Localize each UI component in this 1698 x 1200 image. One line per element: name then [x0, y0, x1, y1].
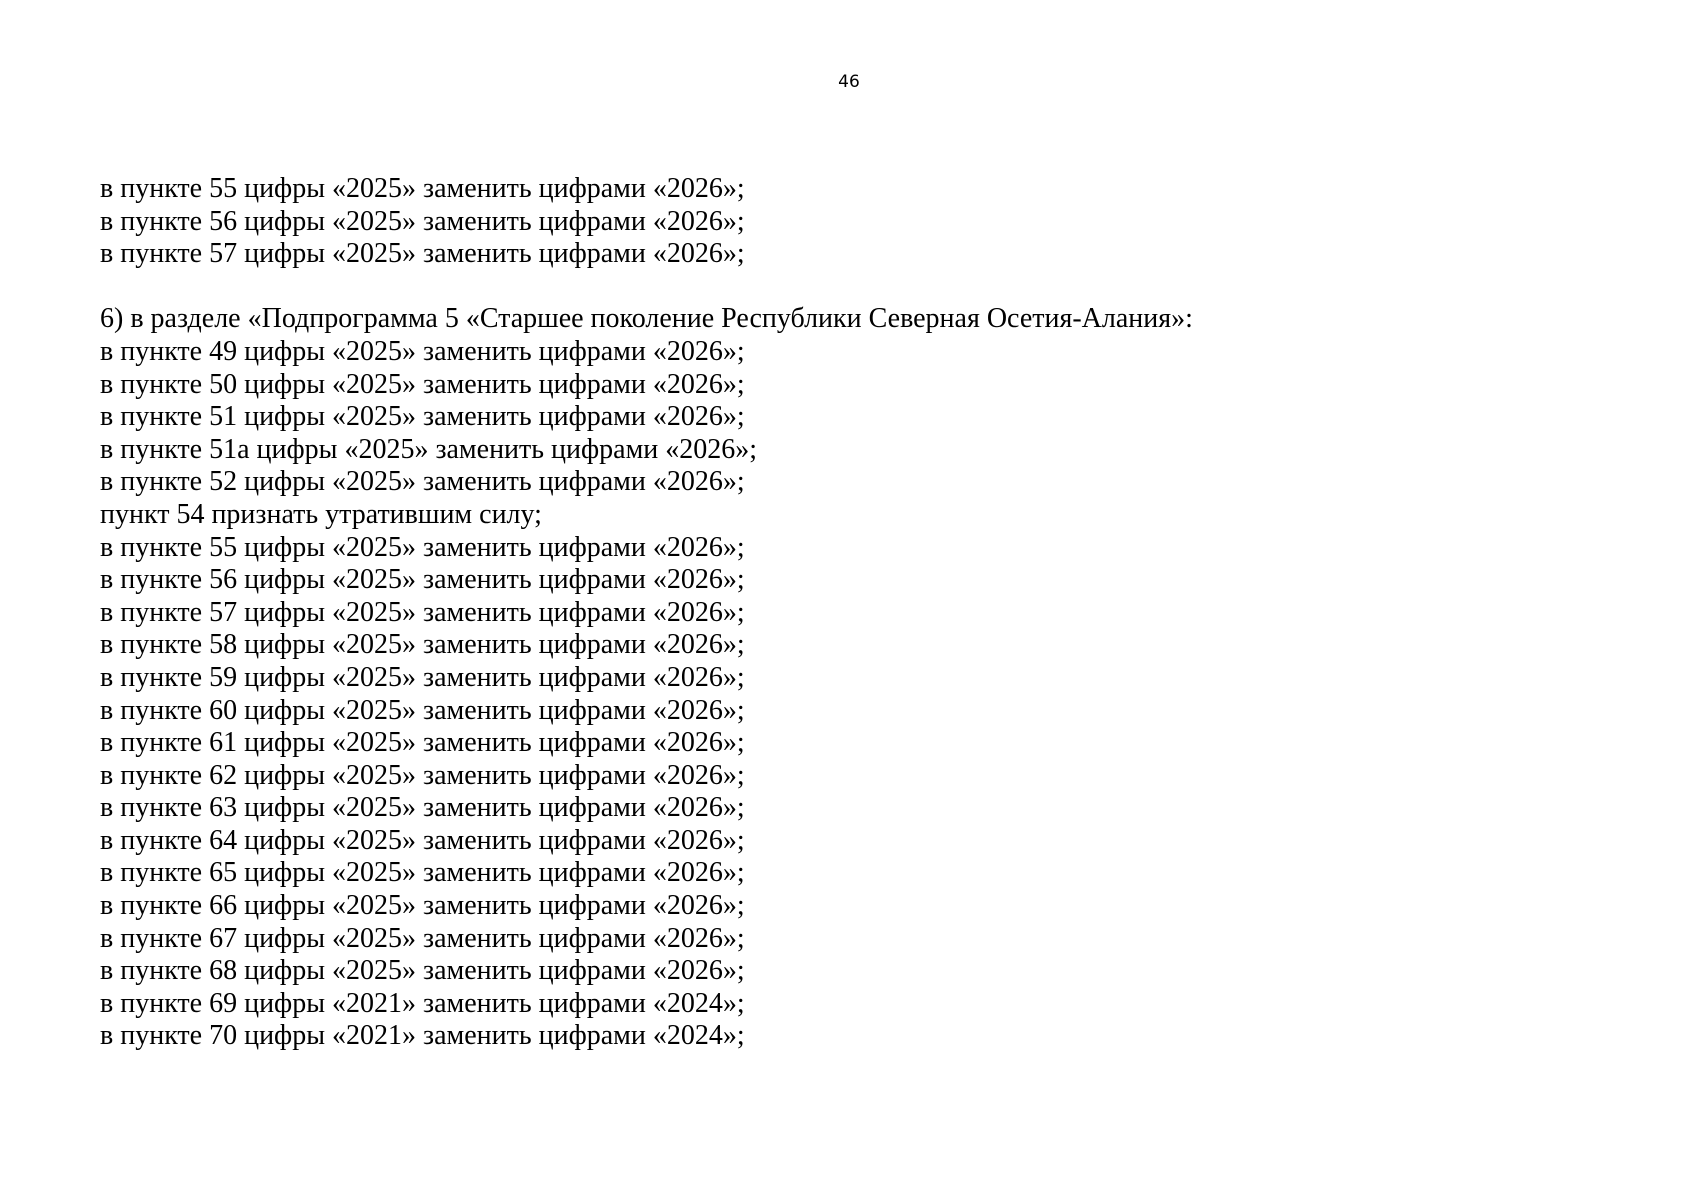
- amendment-line: в пункте 58 цифры «2025» заменить цифрами «2026»;: [100, 629, 745, 661]
- amendment-line: в пункте 70 цифры «2021» заменить цифрами «2024»;: [100, 1020, 745, 1052]
- amendment-line: в пункте 56 цифры «2025» заменить цифрами «2026»;: [100, 564, 745, 596]
- document-body: [100, 173, 1600, 1053]
- amendment-line: в пункте 64 цифры «2025» заменить цифрами «2026»;: [100, 824, 745, 856]
- amendment-line: в пункте 55 цифры «2025» заменить цифрами «2026»;: [100, 173, 745, 204]
- amendment-line: в пункте 66 цифры «2025» заменить цифрами «2026»;: [100, 890, 745, 922]
- page-number: 46: [838, 72, 860, 92]
- amendment-line: в пункте 68 цифры «2025» заменить цифрами «2026»;: [100, 955, 745, 987]
- section-heading: 6) в разделе «Подпрограмма 5 «Старшее поколение Республики Северная Осетия-Алания»:: [100, 303, 1193, 335]
- amendment-line: в пункте 57 цифры «2025» заменить цифрами «2026»;: [100, 596, 745, 628]
- amendment-line: в пункте 49 цифры «2025» заменить цифрами «2026»;: [100, 335, 745, 367]
- amendment-block-previous-section: [100, 173, 1600, 271]
- amendment-line: в пункте 65 цифры «2025» заменить цифрами «2026»;: [100, 857, 745, 889]
- amendment-line: в пункте 67 цифры «2025» заменить цифрами «2026»;: [100, 922, 745, 954]
- amendment-line: в пункте 57 цифры «2025» заменить цифрами «2026»;: [100, 238, 745, 270]
- amendment-line: в пункте 51а цифры «2025» заменить цифрами «2026»;: [100, 433, 758, 465]
- amendment-line: в пункте 56 цифры «2025» заменить цифрами «2026»;: [100, 205, 745, 237]
- amendment-line: в пункте 52 цифры «2025» заменить цифрами «2026»;: [100, 466, 745, 498]
- amendment-line: в пункте 69 цифры «2021» заменить цифрами «2024»;: [100, 987, 745, 1019]
- amendment-line: в пункте 50 цифры «2025» заменить цифрами «2026»;: [100, 368, 745, 400]
- amendment-line: в пункте 61 цифры «2025» заменить цифрами «2026»;: [100, 727, 745, 759]
- paragraph-gap: [100, 271, 1600, 304]
- amendment-block-subprogram-5: [100, 303, 1600, 1053]
- amendment-line: в пункте 60 цифры «2025» заменить цифрами «2026»;: [100, 694, 745, 726]
- amendment-line: в пункте 59 цифры «2025» заменить цифрами «2026»;: [100, 661, 745, 693]
- amendment-line: в пункте 51 цифры «2025» заменить цифрами «2026»;: [100, 401, 745, 433]
- amendment-line: пункт 54 признать утратившим силу;: [100, 498, 542, 530]
- amendment-line: в пункте 55 цифры «2025» заменить цифрами «2026»;: [100, 531, 745, 563]
- amendment-line: в пункте 63 цифры «2025» заменить цифрами «2026»;: [100, 792, 745, 824]
- amendment-line: в пункте 62 цифры «2025» заменить цифрами «2026»;: [100, 759, 745, 791]
